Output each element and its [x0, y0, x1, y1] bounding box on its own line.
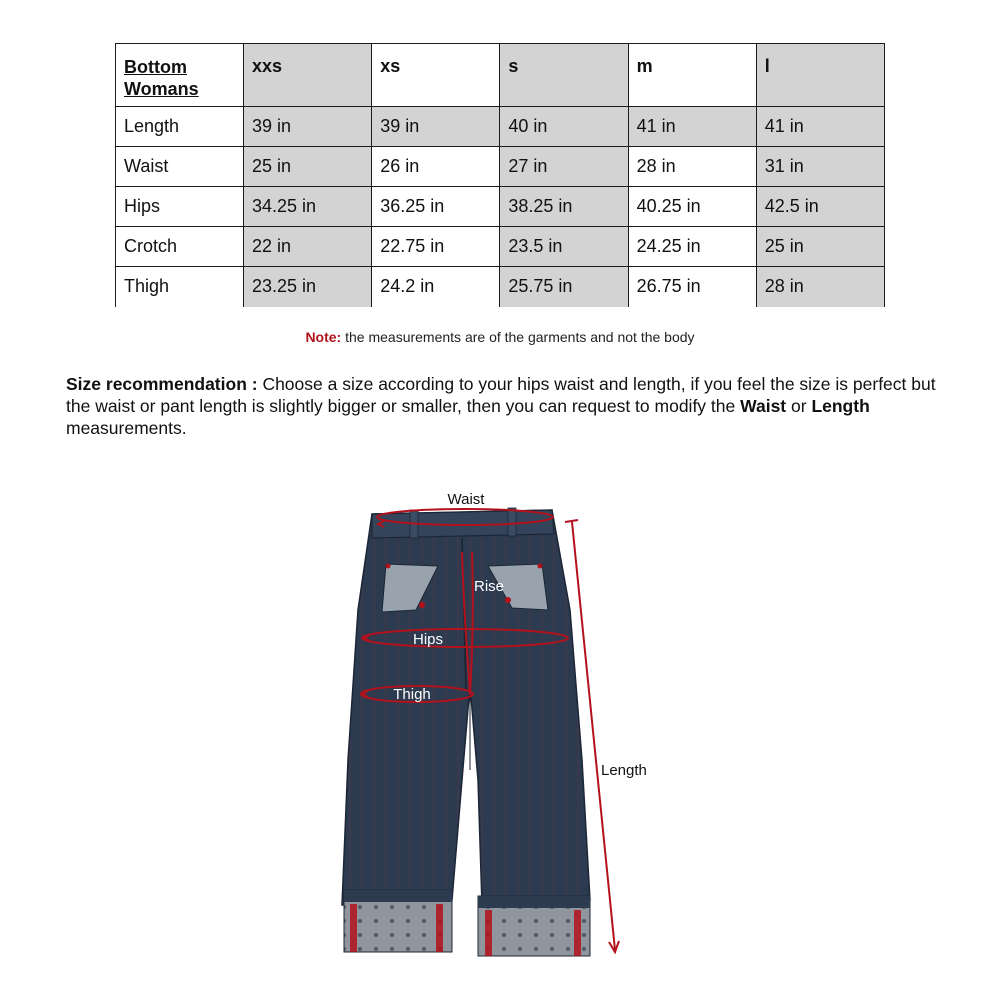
recommendation-length: Length	[811, 396, 870, 416]
table-cell: 42.5 in	[756, 187, 884, 227]
recommendation-text-1: Choose a size according to your hips waist and length, if you feel the size is perfect but the waist or pant length is slightly bigger or smaller, then you can request to modify the	[66, 374, 936, 416]
table-cell: 40.25 in	[628, 187, 756, 227]
size-header-xxs: xxs	[244, 44, 372, 107]
recommendation-text-2: or	[786, 396, 812, 416]
table-corner-title	[116, 44, 244, 107]
table-cell: 28 in	[756, 267, 884, 307]
table-cell: 34.25 in	[244, 187, 372, 227]
table-cell: 23.5 in	[500, 227, 628, 267]
row-label-hips: Hips	[116, 187, 244, 227]
table-cell: 41 in	[628, 107, 756, 147]
table-cell: 22.75 in	[372, 227, 500, 267]
table-cell: 36.25 in	[372, 187, 500, 227]
recommendation-heading: Size recommendation :	[66, 374, 258, 394]
label-hips: Hips	[412, 631, 444, 648]
size-header-m: m	[628, 44, 756, 107]
recommendation-text-3: measurements.	[66, 418, 187, 438]
table-cell: 22 in	[244, 227, 372, 267]
table-cell: 28 in	[628, 147, 756, 187]
label-waist: Waist	[447, 491, 485, 508]
table-cell: 25.75 in	[500, 267, 628, 307]
note-text: the measurements are of the garments and not the body	[341, 329, 695, 345]
jeans-measurement-diagram	[320, 480, 680, 980]
table-cell: 39 in	[372, 107, 500, 147]
table-cell: 40 in	[500, 107, 628, 147]
table-cell: 38.25 in	[500, 187, 628, 227]
table-cell: 25 in	[756, 227, 884, 267]
table-row	[116, 227, 885, 267]
label-thigh: Thigh	[393, 686, 431, 703]
table-cell: 39 in	[244, 107, 372, 147]
size-header-xs: xs	[372, 44, 500, 107]
row-label-length: Length	[116, 107, 244, 147]
table-cell: 31 in	[756, 147, 884, 187]
table-cell: 25 in	[244, 147, 372, 187]
table-cell: 26 in	[372, 147, 500, 187]
table-cell: 24.2 in	[372, 267, 500, 307]
pants-body	[342, 508, 590, 956]
table-row	[116, 267, 885, 307]
row-label-waist: Waist	[116, 147, 244, 187]
label-length: Length	[601, 762, 647, 779]
corner-title-line2: Womans	[124, 79, 199, 99]
table-cell: 24.25 in	[628, 227, 756, 267]
note-label: Note:	[305, 329, 342, 345]
table-cell: 26.75 in	[628, 267, 756, 307]
table-row	[116, 107, 885, 147]
row-label-crotch: Crotch	[116, 227, 244, 267]
size-recommendation	[66, 373, 946, 439]
table-row	[116, 147, 885, 187]
table-cell: 27 in	[500, 147, 628, 187]
table-row	[116, 187, 885, 227]
corner-title-line1: Bottom	[124, 57, 187, 77]
size-header-s: s	[500, 44, 628, 107]
size-header-l: l	[756, 44, 884, 107]
jeans-illustration	[320, 480, 680, 980]
table-cell: 23.25 in	[244, 267, 372, 307]
recommendation-waist: Waist	[740, 396, 787, 416]
table-cell: 41 in	[756, 107, 884, 147]
measurement-note	[0, 329, 1000, 345]
row-label-thigh: Thigh	[116, 267, 244, 307]
label-rise: Rise	[474, 578, 505, 595]
size-chart-table	[115, 43, 885, 307]
table-header-row	[116, 44, 885, 107]
